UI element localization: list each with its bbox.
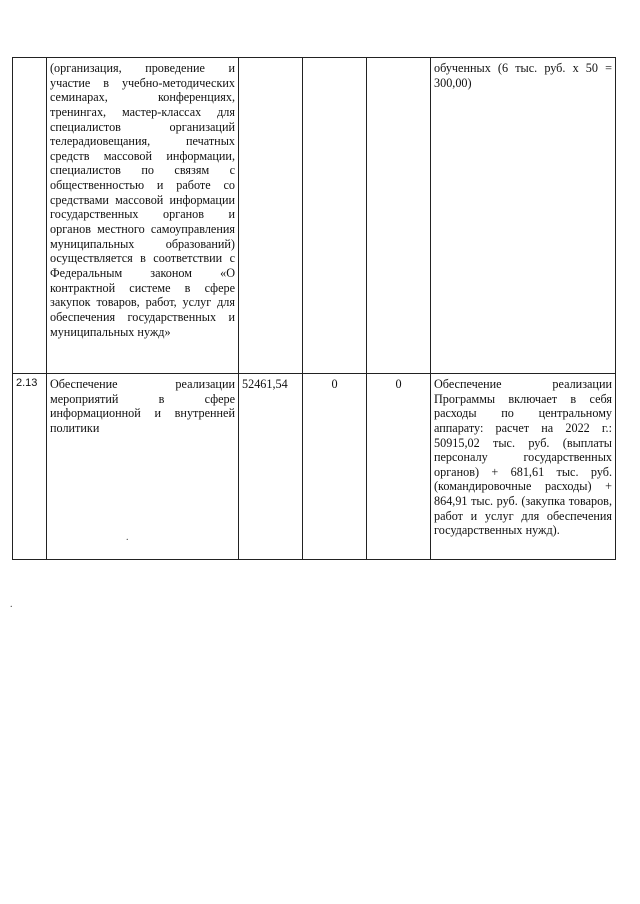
row-description-cell: (организация, проведение и участие в учебно-методических семинарах, конференциях, тренингах, мастер-классах для специалистов организаций телерадиовещания, печатных средств массовой информации, специалистов по связям с общественностью и работе со средствами массовой информации государственных органов и органов местного самоуправления муниципальных образований) осуществляется в соответствии с Федеральным законом «О контрактной системе в сфере закупок товаров, работ, услуг для обеспечения государственных и муниципальных нужд» bbox=[47, 58, 239, 374]
row-value-2-cell: 0 bbox=[303, 374, 367, 560]
row-value-3-cell bbox=[367, 58, 431, 374]
program-expenses-table bbox=[12, 57, 616, 560]
table-row bbox=[13, 58, 616, 374]
row-value-1-cell: 52461,54 bbox=[239, 374, 303, 560]
row-value-3-cell: 0 bbox=[367, 374, 431, 560]
row-note-cell: Обеспечение реализации Программы включает в себя расходы по центральному аппарату: расчет на 2022 г.: 50915,02 тыс. руб. (выплаты персоналу государственных органов) + 681,61 тыс. руб. (командировочные расходы) + 864,91 тыс. руб. (закупка товаров, работ и услуг для обеспечения государственных нужд). bbox=[431, 374, 616, 560]
stray-mark: . bbox=[126, 532, 129, 543]
row-note-cell: обученных (6 тыс. руб. х 50 = 300,00) bbox=[431, 58, 616, 374]
row-value-2-cell bbox=[303, 58, 367, 374]
table-row bbox=[13, 374, 616, 560]
row-description-cell: Обеспечение реализации мероприятий в сфере информационной и внутренней политики bbox=[47, 374, 239, 560]
row-number-cell: 2.13 bbox=[13, 374, 47, 560]
row-number-cell bbox=[13, 58, 47, 374]
row-value-1-cell bbox=[239, 58, 303, 374]
stray-mark: . bbox=[10, 599, 13, 610]
